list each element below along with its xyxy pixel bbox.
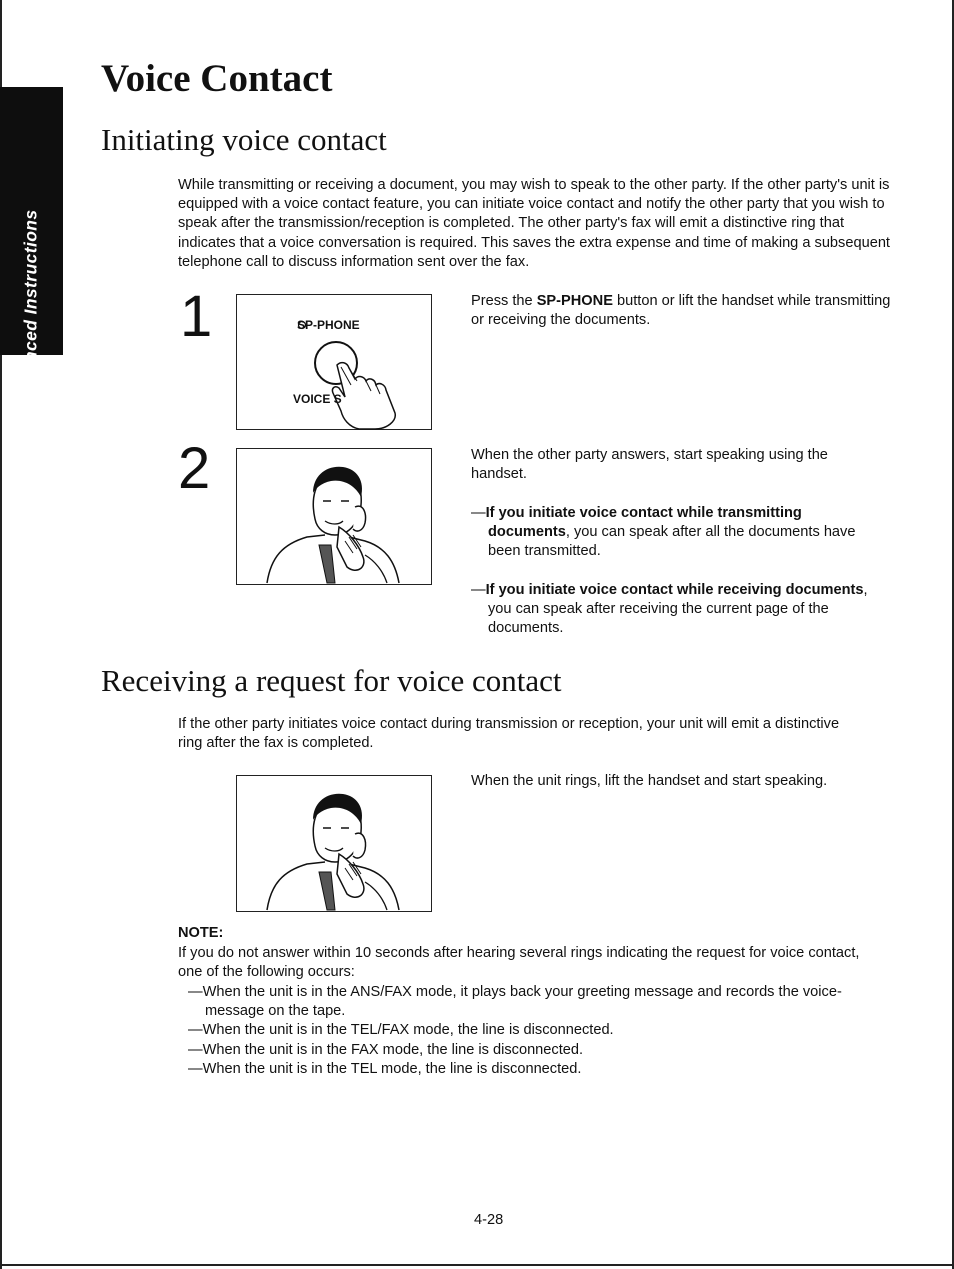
man-on-phone-illustration-2 — [236, 775, 432, 912]
section-heading-receiving: Receiving a request for voice contact — [101, 663, 562, 698]
step-2-note-transmitting: —If you initiate voice contact while transmitting documents, you can speak after all the documents have been transmitted. — [471, 505, 856, 560]
note-list-item: —When the unit is in the FAX mode, the line is disconnected. — [188, 1041, 584, 1058]
step-number-2: 2 — [178, 436, 211, 501]
note-transmitting-bold: If you initiate voice contact while transmitting documents — [485, 505, 802, 541]
side-tab-label: Advanced Instructions — [20, 209, 41, 407]
side-tab — [0, 87, 63, 407]
step-1-text-after: button or lift the handset while transmitting or receiving the documents. — [471, 293, 891, 329]
note-receiving-bold: If you initiate voice contact while receiving documents — [485, 582, 864, 598]
voice-panel-label: VOICE S — [293, 392, 342, 406]
step-1-text — [471, 292, 891, 330]
note-list-item: —When the unit is in the TEL/FAX mode, the line is disconnected. — [188, 1022, 614, 1039]
note-list-item: —When the unit is in the ANS/FAX mode, it plays back your greeting message and records the voice-message on the tape. — [188, 984, 842, 1020]
step-2-text: When the other party answers, start speaking using the handset. — [471, 447, 828, 483]
sp-phone-button-illustration — [236, 294, 432, 430]
note-list-item: —When the unit is in the TEL mode, the line is disconnected. — [188, 1060, 582, 1077]
step-number-1: 1 — [180, 284, 213, 349]
sp-phone-panel-label: SP-PHONE — [297, 318, 360, 332]
note-transmitting-rest: , you can speak after all the documents have been transmitted. — [488, 524, 856, 560]
receiving-step-text: When the unit rings, lift the handset and start speaking. — [471, 773, 828, 789]
step-2-note-receiving: —If you initiate voice contact while receiving documents, you can speak after receiving the current page of the documents. — [471, 582, 868, 637]
man-holding-handset-icon — [237, 776, 433, 913]
note-receiving-rest: , you can speak after receiving the current page of the documents. — [488, 582, 868, 637]
man-holding-handset-icon — [237, 449, 433, 586]
page-edge-bottom — [0, 1264, 954, 1266]
page-number: 4-28 — [474, 1212, 504, 1228]
note-list — [188, 983, 888, 1079]
step-1-text-bold: SP-PHONE — [536, 293, 613, 309]
page-title: Voice Contact — [101, 57, 333, 100]
step-1-text-before: Press the — [471, 293, 537, 309]
finger-pressing-button-icon — [237, 295, 433, 431]
man-on-phone-illustration-1 — [236, 448, 432, 585]
section-heading-initiating: Initiating voice contact — [101, 122, 387, 157]
note-body: If you do not answer within 10 seconds after hearing several rings indicating the request for voice contact, one of the following occurs: — [178, 945, 860, 981]
section-intro-receiving: If the other party initiates voice contact during transmission or reception, your unit will emit a distinctive ring after the fax is completed. — [178, 716, 840, 752]
section-intro-initiating: While transmitting or receiving a document, you may wish to speak to the other party. If the other party's unit is equipped with a voice contact feature, you can initiate voice contact and notify the other party that you wish to speak after the transmission/reception is completed. The other party's fax will emit a distinctive ring that indicates that a voice conversation is required. This saves the extra expense and time of making a subsequent telephone call to discuss information sent over the fax. — [178, 177, 890, 270]
note-title: NOTE: — [178, 925, 224, 941]
